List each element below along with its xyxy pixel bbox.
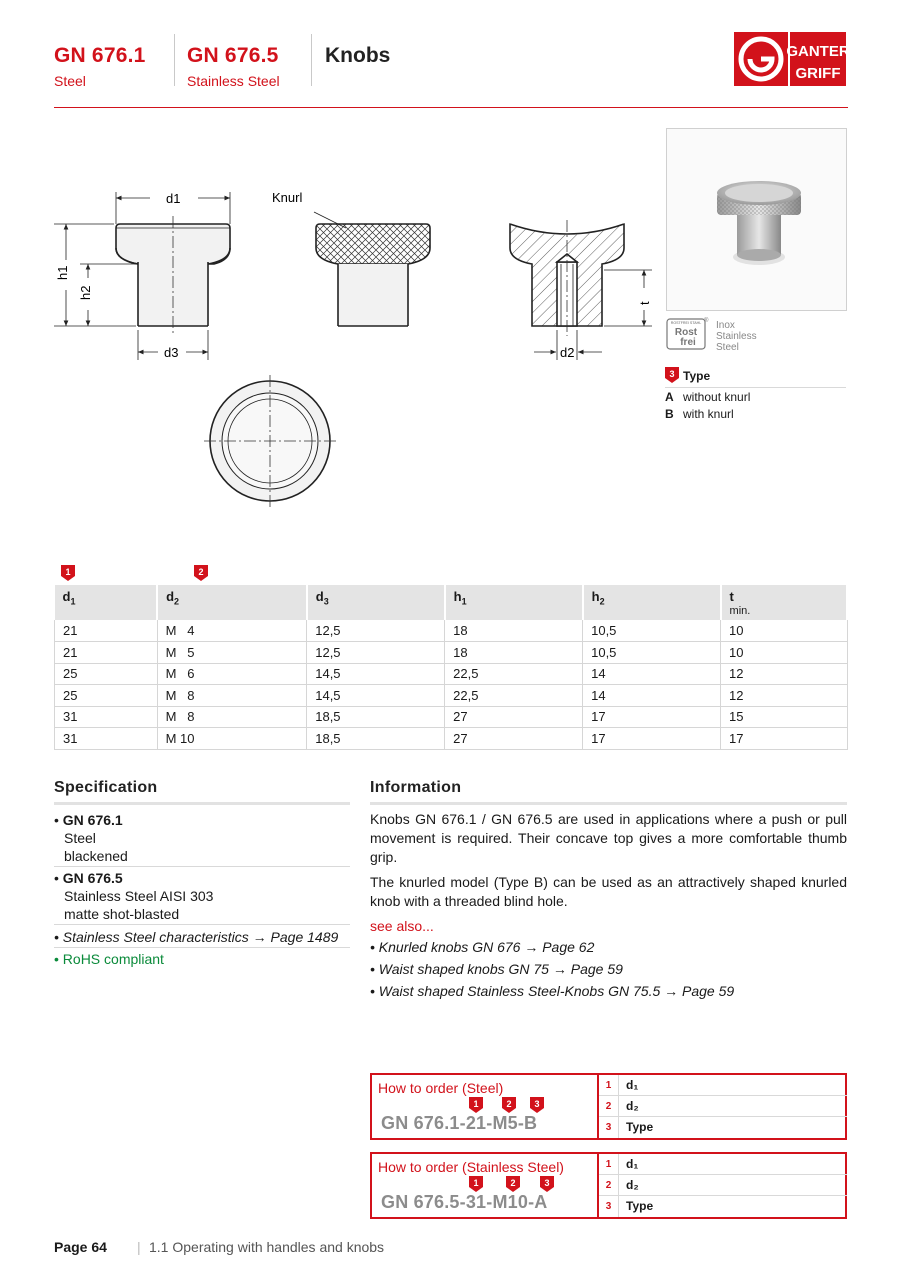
table-row [55,728,848,750]
svg-text:3: 3 [544,1178,550,1188]
table-cell: 10 [721,642,847,664]
dim-label-d3: d3 [164,345,179,360]
footer-separator: | [137,1239,141,1255]
table-cell: 27 [445,706,583,728]
dimension-table [54,585,848,750]
see-also-link[interactable]: • Knurled knobs GN 676 → Page 62 [370,939,595,955]
dim-label-h1: h1 [55,265,70,280]
material-steel: Steel [716,342,739,353]
marker-2-icon [506,1176,520,1192]
product-material-steel: Steel [54,73,86,89]
table-cell: 17 [583,706,721,728]
order-legend-row: 2 d₂ [599,1175,847,1196]
table-cell: 31 [55,706,158,728]
table-cell: 18,5 [307,706,445,728]
table-cell: 12 [721,663,847,685]
dim-label-h2: h2 [78,285,93,300]
svg-text:1: 1 [65,567,71,577]
spec-stainless-characteristics-link[interactable]: • Stainless Steel characteristics → Page 1489 [54,929,339,945]
table-cell: M 8 [157,706,307,728]
col-header-d3: $d_3$ [307,585,445,620]
material-stainless: Stainless [716,331,757,342]
table-cell: 15 [721,706,847,728]
table-cell: M 10 [157,728,307,750]
order-legend-row: 1 d₁ [599,1154,847,1175]
table-cell: M 5 [157,642,307,664]
col-header-h1: $h_1$ [445,585,583,620]
table-cell: 27 [445,728,583,750]
information-title: Information [370,779,462,796]
marker-1-icon [469,1176,483,1192]
type-key-b: B [665,407,674,421]
see-also-link[interactable]: • Waist shaped knobs GN 75 → Page 59 [370,961,623,977]
table-cell: 18,5 [307,728,445,750]
spec-item-stainless: • GN 676.5 Stainless Steel AISI 303 matte shot-blasted [54,870,214,922]
table-row [55,706,848,728]
table-cell: 21 [55,642,158,664]
col-header-d2: $d_2$ [157,585,307,620]
table-cell: 14,5 [307,663,445,685]
badge-top-text: ROSTFREI STAHL [670,321,702,325]
marker-1-icon [61,565,75,581]
table-cell: 18 [445,620,583,642]
col-header-t: t min. [721,585,847,620]
table-cell: 10 [721,620,847,642]
badge-registered-mark: ® [704,318,709,324]
footer-section: 1.1 Operating with handles and knobs [149,1239,385,1255]
table-cell: 31 [55,728,158,750]
marker-2-icon [194,565,208,581]
dim-label-d1: d1 [166,191,181,206]
table-cell: 14,5 [307,685,445,707]
table-cell: 10,5 [583,642,721,664]
table-cell: 14 [583,663,721,685]
svg-text:3: 3 [534,1099,540,1109]
badge-text-frei: frei [680,337,696,348]
marker-1-icon [469,1097,483,1113]
see-also-link[interactable]: • Waist shaped Stainless Steel-Knobs GN 75.5 → Page 59 [370,983,735,999]
order-legend-row: 1 d₁ [599,1075,847,1096]
order-legend [597,1075,845,1138]
badge-text-rost: Rost [674,327,698,338]
marker-3-icon [665,367,679,383]
spec-divider [54,924,350,925]
information-body [370,810,847,1002]
table-cell: M 4 [157,620,307,642]
table-cell: 14 [583,685,721,707]
table-cell: 22,5 [445,663,583,685]
product-code-steel: GN 676.1 [54,44,146,67]
order-box-steel [370,1073,847,1140]
order-legend-row: 3 Type [599,1196,847,1217]
technical-drawing [54,180,654,510]
header-divider [311,34,312,86]
order-label: How to order (Stainless Steel) [378,1159,564,1175]
col-header-h2: $h_2$ [583,585,721,620]
header-divider [174,34,175,86]
dim-label-t: t [637,301,652,305]
svg-text:2: 2 [506,1099,512,1109]
order-code: GN 676.5-31-M10-A [381,1192,548,1212]
knurled-knob-side-view [316,224,430,326]
page-title: Knobs [325,44,391,67]
svg-text:2: 2 [198,567,204,577]
information-rule [370,802,847,805]
order-legend-row: 3 Type [599,1117,847,1138]
product-photo [666,128,847,311]
table-cell: 22,5 [445,685,583,707]
svg-text:1: 1 [473,1178,479,1188]
info-paragraph-1: Knobs GN 676.1 / GN 676.5 are used in applications where a push or pull movement is required. Their concave top gives a more comfortable thumb grip. [370,811,847,865]
knurl-label: Knurl [272,190,303,205]
svg-text:3: 3 [669,369,675,379]
see-also-label: see also... [370,918,434,934]
table-row [55,620,848,642]
type-key-a: A [665,390,674,404]
spec-divider [54,947,350,948]
spec-divider [54,866,350,867]
product-material-stainless: Stainless Steel [187,73,280,89]
table-cell: 25 [55,663,158,685]
logo-text-top: GANTER [786,43,846,60]
marker-2-icon [502,1097,516,1113]
table-cell: 17 [721,728,847,750]
table-cell: 12 [721,685,847,707]
svg-text:2: 2 [510,1178,516,1188]
table-cell: 25 [55,685,158,707]
order-code: GN 676.1-21-M5-B [381,1113,538,1133]
table-header-row [55,585,848,620]
table-row [55,642,848,664]
svg-text:1: 1 [473,1099,479,1109]
type-legend-rule [665,387,846,388]
type-text-a: without knurl [683,390,751,404]
order-label: How to order (Steel) [378,1080,504,1096]
type-text-b: with knurl [683,407,734,421]
material-label [716,320,757,353]
order-legend [597,1154,845,1217]
spec-item-steel: • GN 676.1 Steel blackened [54,812,128,864]
info-paragraph-2: The knurled model (Type B) can be used as an attractively shaped knurled knob with a threaded blind hole. [370,874,847,909]
table-cell: 21 [55,620,158,642]
marker-3-icon [530,1097,544,1113]
ganter-logo [734,32,846,86]
table-cell: 12,5 [307,620,445,642]
table-cell: 18 [445,642,583,664]
table-cell: M 8 [157,685,307,707]
see-also-list [370,936,847,1002]
type-legend-title: Type [683,369,711,383]
table-row [55,663,848,685]
table-row [55,685,848,707]
order-legend-row: 2 d₂ [599,1096,847,1117]
product-code-stainless: GN 676.5 [187,44,279,67]
header-rule [54,107,848,108]
specification-rule [54,802,350,805]
table-cell: 10,5 [583,620,721,642]
spec-rohs: • RoHS compliant [54,951,164,967]
logo-text-bottom: GRIFF [795,65,841,82]
table-cell: 12,5 [307,642,445,664]
marker-3-icon [540,1176,554,1192]
table-cell: 17 [583,728,721,750]
specification-title: Specification [54,779,158,796]
table-cell: M 6 [157,663,307,685]
dim-label-d2: d2 [560,345,575,360]
material-inox: Inox [716,320,735,331]
order-box-stainless [370,1152,847,1219]
page-number: Page 64 [54,1239,107,1255]
col-header-d1: $d_1$ [55,585,158,620]
